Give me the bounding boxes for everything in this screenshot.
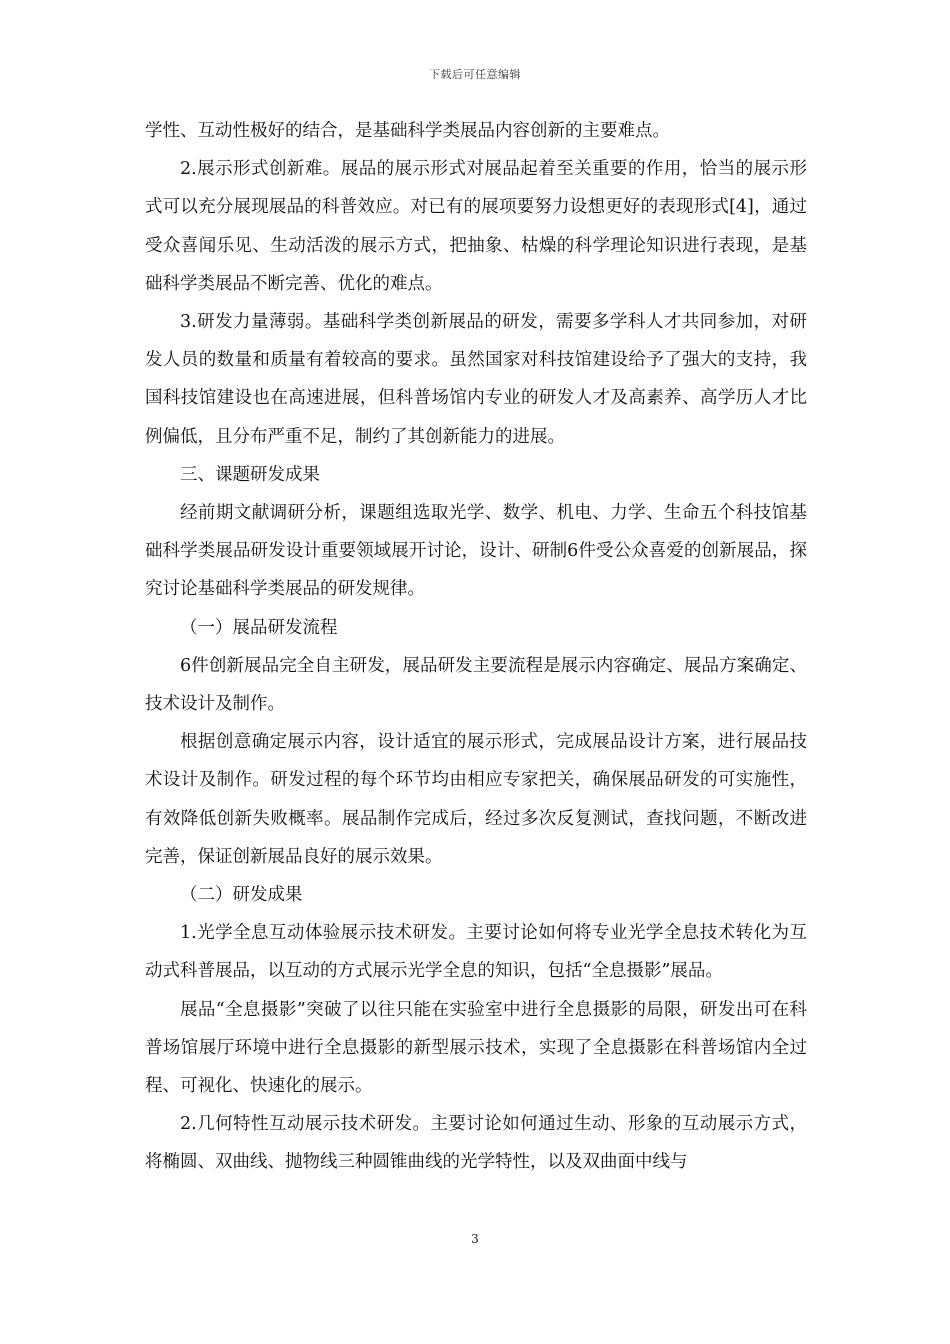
section-heading-results: 三、课题研发成果 <box>180 464 320 485</box>
paragraph-process-summary: 6件创新展品完全自主研发，展品研发主要流程是展示内容确定、展品方案确定、技术设计及制作。 <box>145 655 807 715</box>
paragraph-research-overview: 经前期文献调研分析，课题组选取光学、数学、机电、力学、生命五个科技馆基础科学类展品研发设计重要领域展开讨论，设计、研制6件受公众喜爱的创新展品，探究讨论基础科学类展品的研发规律。 <box>145 503 807 600</box>
subsection-heading-outcomes: （二）研发成果 <box>180 885 303 906</box>
paragraph-rd-capacity: 3.研发力量薄弱。基础科学类创新展品的研发，需要多学科人才共同参加，对研发人员的数量和质量有着较高的要求。虽然国家对科技馆建设给予了强大的支持，我国科技馆建设也在高速进展，但科普场馆内专业的研发人才及高素养、高学历人才比例偏低，且分布严重不足，制约了其创新能力的进展。 <box>145 312 807 447</box>
paragraph-process-detail: 根据创意确定展示内容，设计适宜的展示形式，完成展品设计方案，进行展品技术设计及制作。研发过程的每个环节均由相应专家把关，确保展品研发的可实施性，有效降低创新失败概率。展品制作完成后，经过多次反复测试，查找问题，不断改进完善，保证创新展品良好的展示效果。 <box>145 732 807 867</box>
paragraph-holography-research: 1.光学全息互动体验展示技术研发。主要讨论如何将专业光学全息技术转化为互动式科普展品，以互动的方式展示光学全息的知识，包括“全息摄影”展品。 <box>145 923 807 982</box>
paragraph-holography-exhibit: 展品“全息摄影”突破了以往只能在实验室中进行全息摄影的局限，研发出可在科普场馆展厅环境中进行全息摄影的新型展示技术，实现了全息摄影在科普场馆内全过程、可视化、快速化的展示。 <box>145 999 807 1097</box>
page-number: 3 <box>471 1232 479 1246</box>
document-body <box>145 112 807 1182</box>
paragraph-geometry-research: 2.几何特性互动展示技术研发。主要讨论如何通过生动、形象的互动展示方式，将椭圆、双曲线、抛物线三种圆锥曲线的光学特性，以及双曲面中线与 <box>145 1114 807 1173</box>
paragraph-continuation: 学性、互动性极好的结合，是基础科学类展品内容创新的主要难点。 <box>145 121 670 141</box>
page-header: 下载后可任意编辑 <box>429 68 521 81</box>
subsection-heading-process: （一）展品研发流程 <box>180 617 338 638</box>
paragraph-display-form: 2.展示形式创新难。展品的展示形式对展品起着至关重要的作用，恰当的展示形式可以充分展现展品的科普效应。对已有的展项要努力设想更好的表现形式[4]，通过受众喜闻乐见、生动活泼的展示方式，把抽象、枯燥的科学理论知识进行表现，是基础科学类展品不断完善、优化的难点。 <box>145 159 807 294</box>
